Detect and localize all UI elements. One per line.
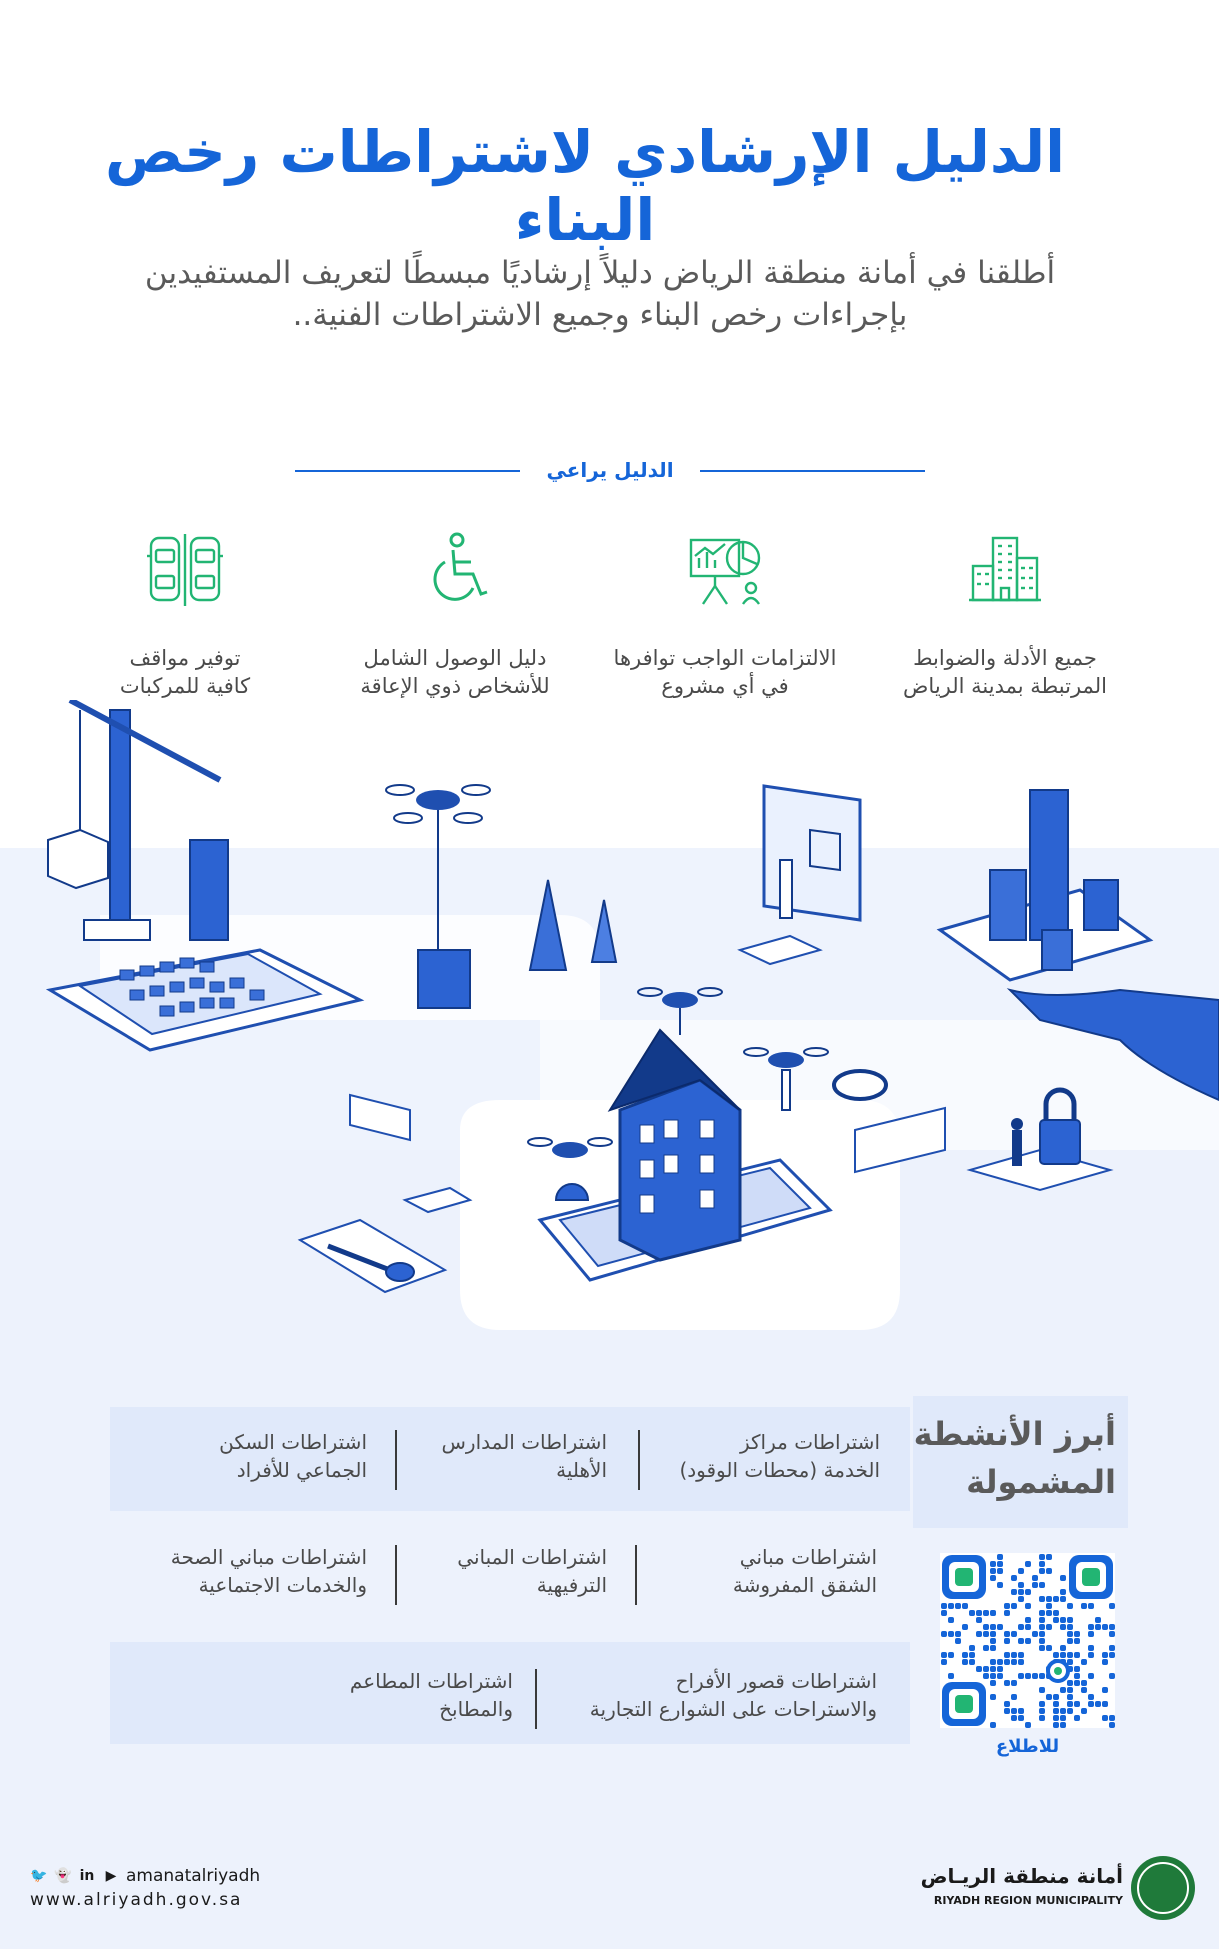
snapchat-icon[interactable]: 👻 bbox=[54, 1868, 72, 1884]
activity-divider bbox=[635, 1545, 637, 1605]
activity-fuel-stations: اشتراطات مراكز الخدمة (محطات الوقود) bbox=[652, 1428, 892, 1484]
activity-divider bbox=[395, 1430, 397, 1490]
page-title: الدليل الإرشادي لاشتراطات رخص البناء bbox=[104, 118, 1066, 254]
social-handle[interactable]: amanatalriyadh bbox=[126, 1866, 261, 1886]
guide-heading bbox=[290, 458, 930, 488]
activity-furnished-apartments: اشتراطات مباني الشقق المفروشة bbox=[649, 1543, 889, 1599]
feature-obligations bbox=[600, 530, 850, 700]
feature-obligations-text: الالتزامات الواجب توافرها في أي مشروع bbox=[613, 646, 837, 698]
activity-schools: اشتراطات المدارس الأهلية bbox=[409, 1428, 619, 1484]
qr-code[interactable] bbox=[940, 1553, 1115, 1728]
feature-accessibility bbox=[330, 530, 580, 700]
feature-parking bbox=[60, 530, 310, 700]
linkedin-icon[interactable]: in bbox=[79, 1868, 95, 1884]
feature-guides bbox=[880, 530, 1130, 700]
activity-entertainment: اشتراطات المباني الترفيهية bbox=[409, 1543, 619, 1599]
intro-line-1: أطلقنا في أمانة منطقة الرياض دليلاً إرشاديًا مبسطًا لتعريف المستفيدين bbox=[144, 255, 1056, 291]
twitter-icon[interactable]: 🐦 bbox=[30, 1868, 48, 1884]
qr-label: للاطلاع bbox=[995, 1736, 1060, 1757]
municipality-emblem-icon bbox=[1131, 1856, 1195, 1920]
activities-heading: أبرز الأنشطة المشمولة bbox=[913, 1415, 1116, 1501]
feature-accessibility-text: دليل الوصول الشامل للأشخاص ذوي الإعاقة bbox=[360, 646, 550, 698]
key-illustration bbox=[300, 1188, 470, 1292]
activity-divider bbox=[535, 1669, 537, 1729]
website-link[interactable]: www.alriyadh.gov.sa bbox=[30, 1890, 243, 1910]
activity-divider bbox=[638, 1430, 640, 1490]
activity-group-housing: اشتراطات السكن الجماعي للأفراد bbox=[219, 1430, 367, 1482]
municipality-logo bbox=[920, 1856, 1195, 1926]
activity-health-social: اشتراطات مباني الصحة والخدمات الاجتماعية bbox=[170, 1545, 367, 1597]
logo-text-english: RIYADH REGION MUNICIPALITY bbox=[933, 1894, 1123, 1907]
buildings-icon bbox=[965, 530, 1045, 610]
activity-divider bbox=[395, 1545, 397, 1605]
activity-wedding-halls: اشتراطات قصور الأفراح والاستراحات على الشوارع التجارية bbox=[549, 1667, 889, 1723]
feature-parking-text: توفير مواقف كافية للمركبات bbox=[119, 646, 251, 698]
feature-guides-text: جميع الأدلة والضوابط المرتبطة بمدينة الرياض bbox=[903, 646, 1107, 698]
logo-text-arabic: أمانة منطقة الريـاض bbox=[920, 1864, 1123, 1888]
intro-text bbox=[80, 252, 1120, 336]
smart-city-illustration bbox=[0, 700, 1219, 1380]
social-links bbox=[30, 1866, 330, 1886]
guide-heading-label: الدليل يراعي bbox=[546, 458, 674, 482]
activity-restaurants: اشتراطات المطاعم والمطابخ bbox=[349, 1669, 513, 1721]
footer-social bbox=[30, 1866, 330, 1910]
presentation-chart-icon bbox=[685, 530, 765, 610]
activities-heading-box bbox=[913, 1396, 1128, 1528]
youtube-icon[interactable]: ▶ bbox=[105, 1868, 117, 1884]
intro-line-2: بإجراءات رخص البناء وجميع الاشتراطات الفنية.. bbox=[292, 297, 908, 333]
cars-parking-icon bbox=[145, 530, 225, 610]
wheelchair-icon bbox=[415, 530, 495, 610]
